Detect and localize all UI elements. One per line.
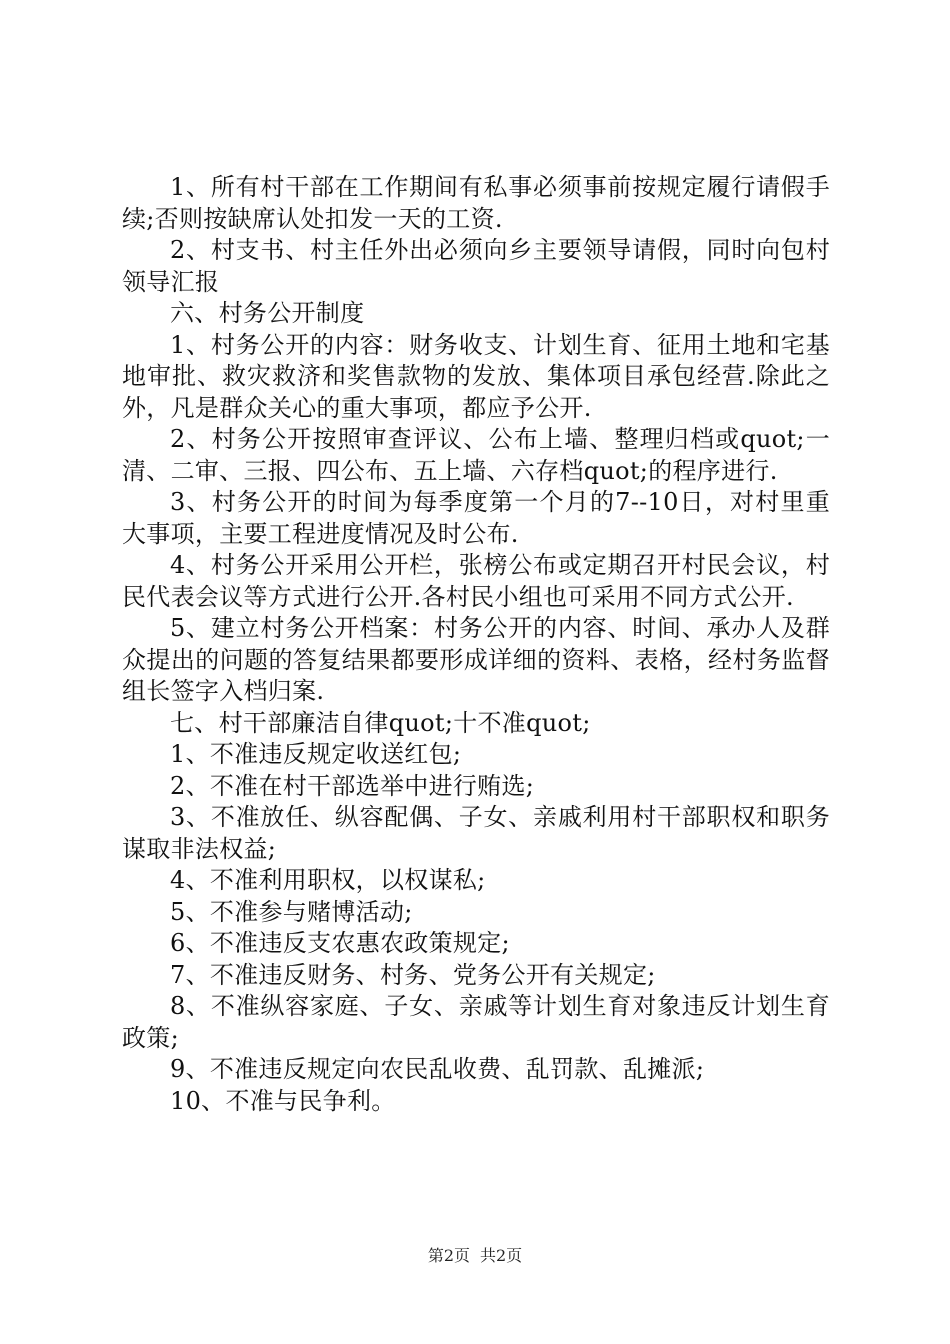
paragraph: 1、不准违反规定收送红包; <box>170 740 462 768</box>
paragraph: 8、不准纵容家庭、子女、亲戚等计划生育对象违反计划生育政策; <box>122 992 830 1052</box>
page-footer <box>0 1246 950 1266</box>
page-number: 第2页 <box>427 1246 470 1265</box>
paragraph: 5、不准参与赌博活动; <box>170 897 413 926</box>
paragraph: 5、建立村务公开档案：村务公开的内容、时间、承办人及群众提出的问题的答复结果都要形成详细的资料、表格，经村务监督组长签字入档归案. <box>122 614 830 705</box>
paragraph: 1、所有村干部在工作期间有私事必须事前按规定履行请假手续;否则按缺席认处扣发一天的工资. <box>122 173 830 233</box>
paragraph: 2、村务公开按照审查评议、公布上墙、整理归档或quot;一清、二审、三报、四公布、五上墙、六存档quot;的程序进行. <box>122 425 830 485</box>
paragraph: 3、村务公开的时间为每季度第一个月的7--10日，对村里重大事项，主要工程进度情况及时公布. <box>122 488 830 548</box>
paragraph: 6、不准违反支农惠农政策规定; <box>170 929 510 957</box>
section-heading: 七、村干部廉洁自律quot;十不准quot; <box>170 708 591 737</box>
paragraph: 10、不准与民争利。 <box>170 1086 396 1115</box>
paragraph: 9、不准违反规定向农民乱收费、乱罚款、乱摊派; <box>170 1055 705 1083</box>
paragraph: 2、村支书、村主任外出必须向乡主要领导请假，同时向包村领导汇报 <box>122 236 830 296</box>
paragraph: 7、不准违反财务、村务、党务公开有关规定; <box>170 960 656 989</box>
paragraph: 3、不准放任、纵容配偶、子女、亲戚利用村干部职权和职务谋取非法权益; <box>122 803 830 863</box>
document-body <box>122 172 830 1117</box>
paragraph: 4、村务公开采用公开栏，张榜公布或定期召开村民会议，村民代表会议等方式进行公开.各村民小组也可采用不同方式公开. <box>122 551 830 611</box>
total-pages: 共2页 <box>480 1246 523 1265</box>
paragraph: 1、村务公开的内容：财务收支、计划生育、征用土地和宅基地审批、救灾救济和奖售款物的发放、集体项目承包经营.除此之外，凡是群众关心的重大事项，都应予公开. <box>122 330 830 422</box>
paragraph: 2、不准在村干部选举中进行贿选; <box>170 771 535 800</box>
section-heading: 六、村务公开制度 <box>170 299 365 327</box>
paragraph: 4、不准利用职权，以权谋私; <box>170 866 486 894</box>
